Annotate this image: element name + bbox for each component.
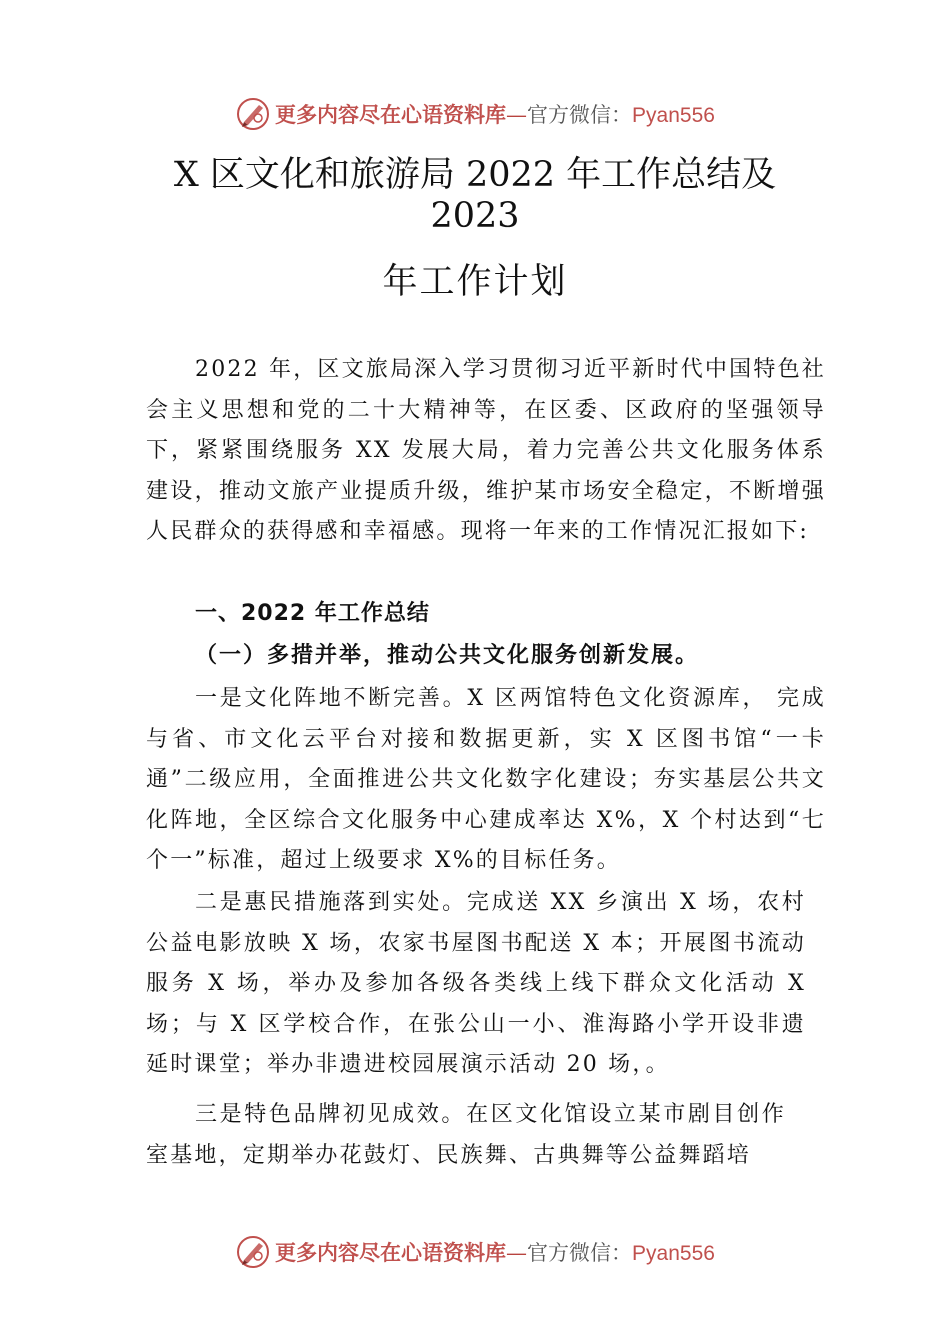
banner-official-label: 官方微信： <box>527 1241 633 1265</box>
subsection-heading: （一）多措并举，推动公共文化服务创新发展。 <box>195 642 700 668</box>
banner-separator: — <box>506 103 528 127</box>
header-banner <box>0 94 950 134</box>
point-three-paragraph: 三是特色品牌初见成效。在区文化馆设立某市剧目创作室基地，定期举办花鼓灯、民族舞、古典舞等公益舞蹈培 <box>146 1102 786 1168</box>
document-title-line1: X 区文化和旅游局 2022 年工作总结及 <box>173 155 777 195</box>
banner-text <box>275 1237 715 1267</box>
banner-brand: 更多内容尽在心语资料库 <box>275 1240 507 1265</box>
pen-logo-icon <box>235 1234 271 1270</box>
section-heading: 一、2022 年工作总结 <box>195 601 430 626</box>
pen-logo-icon <box>235 96 271 132</box>
document-title-line3: 年工作计划 <box>382 262 568 302</box>
banner-brand: 更多内容尽在心语资料库 <box>275 102 507 127</box>
intro-paragraph: 2022 年，区文旅局深入学习贯彻习近平新时代中国特色社会主义思想和党的二十大精神等，在区委、区政府的坚强领导下，紧紧围绕服务 XX 发展大局，着力完善公共文化服务体系建设，推动文旅产业提质升级，维护某市场安全稳定，不断增强人民群众的获得感和幸福感。现将一年来的工作情况汇报如下: <box>146 357 826 544</box>
banner-text <box>275 99 715 129</box>
document-title-line2: 2023 <box>430 196 520 236</box>
point-two-paragraph: 二是惠民措施落到实处。完成送 XX 乡演出 X 场，农村公益电影放映 X 场，农家书屋图书配送 X 本；开展图书流动服务 X 场，举办及参加各级各类线上线下群众文化活动 X 场；与 X 区学校合作，在张公山一小、淮海路小学开设非遗延时课堂；举办非遗进校园展演示活动 20 场，。 <box>146 890 806 1077</box>
point-one-paragraph: 一是文化阵地不断完善。X 区两馆特色文化资源库， 完成与省、市文化云平台对接和数据更新，实 X 区图书馆“一卡通”二级应用，全面推进公共文化数字化建设；夯实基层公共文化阵地，全区综合文化服务中心建成率达 X%，X 个村达到“七个一”标准，超过上级要求 X%的目标任务。 <box>146 686 826 873</box>
banner-wechat-id: Pyan556 <box>632 104 715 127</box>
footer-banner <box>0 1232 950 1272</box>
banner-separator: — <box>506 1241 528 1265</box>
banner-official-label: 官方微信： <box>527 103 633 127</box>
banner-wechat-id: Pyan556 <box>632 1242 715 1265</box>
